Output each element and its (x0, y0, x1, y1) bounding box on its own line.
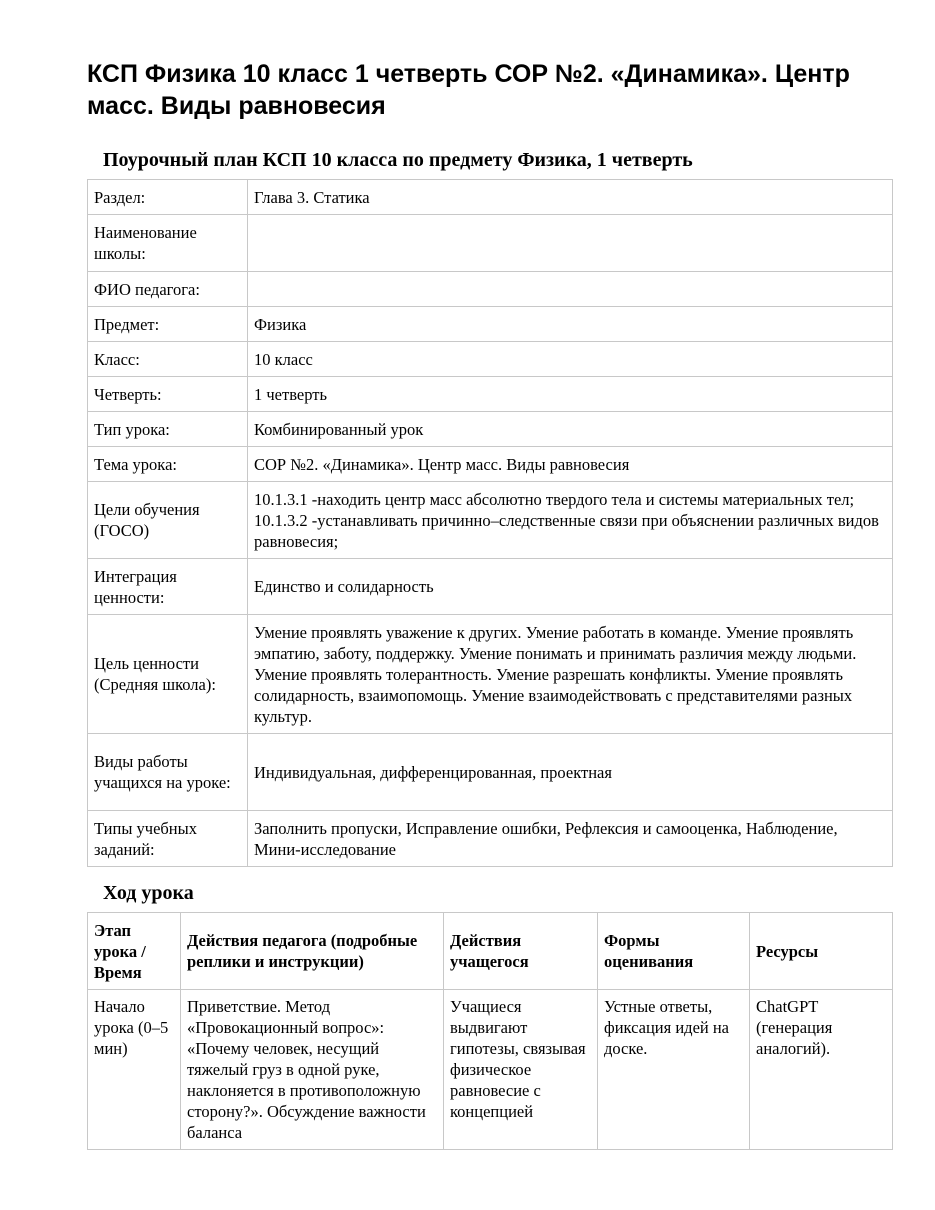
header-row (88, 913, 893, 990)
row-value: СОР №2. «Динамика». Центр масс. Виды равновесия (248, 447, 893, 482)
row-value: 10 класс (248, 342, 893, 377)
row-value: Физика (248, 307, 893, 342)
column-header-stage: Этап урока / Время (88, 913, 181, 990)
row-label: Тип урока: (88, 412, 248, 447)
table-row (88, 482, 893, 559)
row-label: Цели обучения (ГОСО) (88, 482, 248, 559)
row-label: Четверть: (88, 377, 248, 412)
cell-resources: ChatGPT (генерация аналогий). (750, 990, 893, 1150)
cell-teacher: Приветствие. Метод «Провокационный вопрос»: «Почему человек, несущий тяжелый груз в одной руке, наклоняется в противоположную сторону?». Обсуждение важности баланса (181, 990, 444, 1150)
row-value: 1 четверть (248, 377, 893, 412)
row-value: Комбинированный урок (248, 412, 893, 447)
row-label: Тема урока: (88, 447, 248, 482)
table-row (88, 447, 893, 482)
plan-heading: Поурочный план КСП 10 класса по предмету Физика, 1 четверть (103, 149, 693, 171)
table-row (88, 990, 893, 1150)
cell-student: Учащиеся выдвигают гипотезы, связывая физическое равновесие с концепцией (444, 990, 598, 1150)
table-row (88, 412, 893, 447)
column-header-student: Действия учащегося (444, 913, 598, 990)
cell-stage: Начало урока (0–5 мин) (88, 990, 181, 1150)
row-label: Виды работы учащихся на уроке: (88, 734, 248, 811)
row-value: Умение проявлять уважение к других. Умение работать в команде. Умение проявлять эмпатию, заботу, поддержку. Умение понимать и принимать различия между людьми. Умение проявлять толерантность. Умение разрешать конфликты. Умение проявлять солидарность, взаимопомощь. Умение взаимодействовать с представителями разных культур. (248, 615, 893, 734)
column-header-resources: Ресурсы (750, 913, 893, 990)
lesson-flow-heading: Ход урока (103, 882, 194, 904)
table-row (88, 615, 893, 734)
table-row (88, 811, 893, 867)
row-label: Раздел: (88, 180, 248, 215)
row-value: Заполнить пропуски, Исправление ошибки, Рефлексия и самооценка, Наблюдение, Мини-исследование (248, 811, 893, 867)
row-label: Предмет: (88, 307, 248, 342)
row-label: Класс: (88, 342, 248, 377)
row-label: Типы учебных заданий: (88, 811, 248, 867)
table-row (88, 559, 893, 615)
row-value: Индивидуальная, дифференцированная, проектная (248, 734, 893, 811)
lesson-info-table (87, 179, 893, 867)
cell-assessment: Устные ответы, фиксация идей на доске. (598, 990, 750, 1150)
row-label: Цель ценности (Средняя школа): (88, 615, 248, 734)
table-row (88, 307, 893, 342)
lesson-flow-table (87, 912, 893, 1150)
row-value (248, 215, 893, 272)
table-row (88, 180, 893, 215)
row-value: 10.1.3.1 -находить центр масс абсолютно твердого тела и системы материальных тел; 10.1.3.2 -устанавливать причинно–следственные связи при объяснении различных видов равновесия; (248, 482, 893, 559)
column-header-assessment: Формы оценивания (598, 913, 750, 990)
table-row (88, 377, 893, 412)
row-label: Интеграция ценности: (88, 559, 248, 615)
table-row (88, 215, 893, 272)
table-row (88, 342, 893, 377)
row-label: ФИО педагога: (88, 272, 248, 307)
table-row (88, 734, 893, 811)
row-value (248, 272, 893, 307)
row-value: Глава 3. Статика (248, 180, 893, 215)
page-title: КСП Физика 10 класс 1 четверть СОР №2. «Динамика». Центр масс. Виды равновесия (87, 60, 850, 120)
table-row (88, 272, 893, 307)
row-label: Наименование школы: (88, 215, 248, 272)
row-value: Единство и солидарность (248, 559, 893, 615)
column-header-teacher: Действия педагога (подробные реплики и инструкции) (181, 913, 444, 990)
